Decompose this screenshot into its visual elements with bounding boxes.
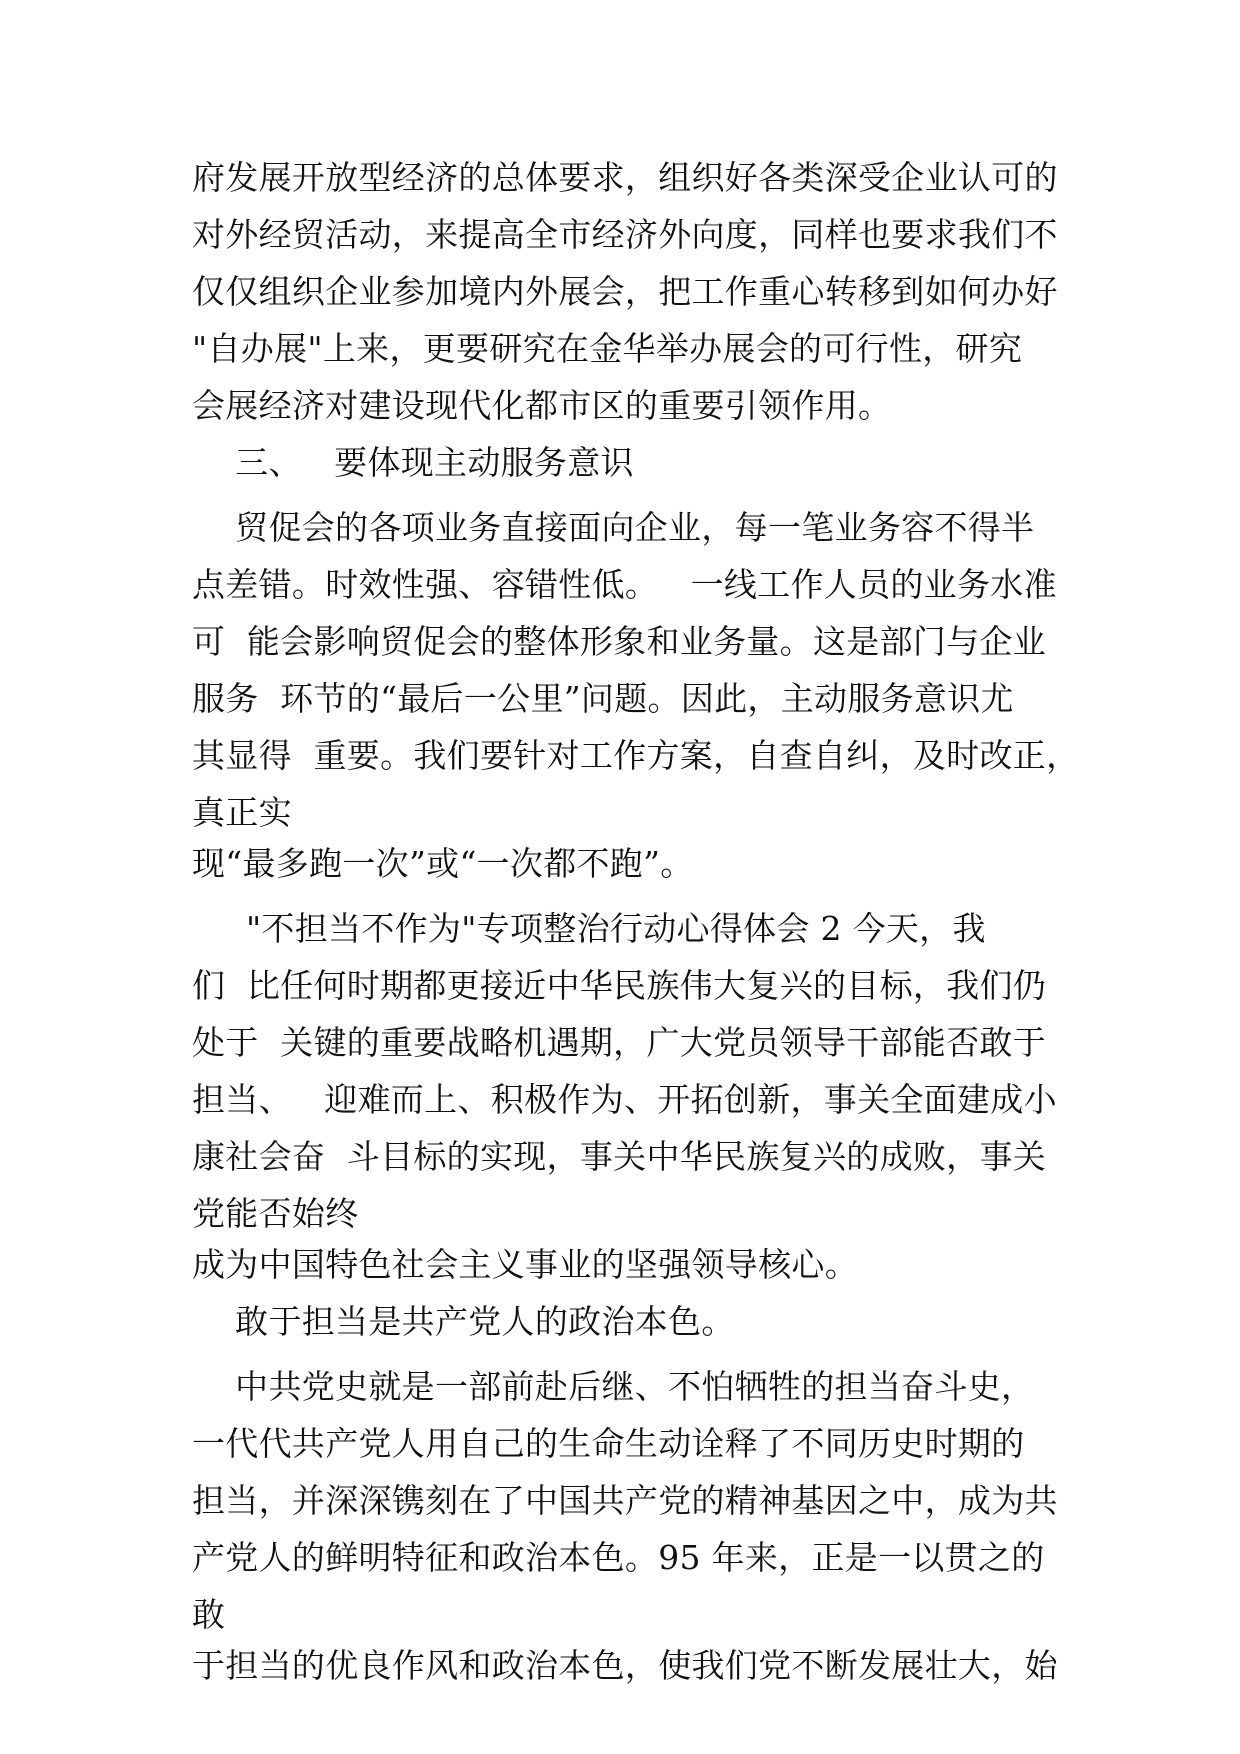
text-line: 处于 关键的重要战略机遇期，广大党员领导干部能否敢于 [192, 1023, 1047, 1062]
text-line: 其显得 重要。我们要针对工作方案，自查自纠，及时改正， [192, 736, 1080, 775]
text-line: 敢 [192, 1595, 226, 1634]
text-line: 于担当的优良作风和政治本色，使我们党不断发展壮大，始 [192, 1646, 1058, 1685]
text-line: 担当、 迎难而上、积极作为、开拓创新，事关全面建成小 [192, 1080, 1057, 1119]
text-line: 仅仅组织企业参加境内外展会，把工作重心转移到如何办好 [192, 272, 1058, 311]
text-line: 一代代共产党人用自己的生命生动诠释了不同历史时期的 [192, 1424, 1025, 1463]
text-line: 产党人的鲜明特征和政治本色。95 年来，正是一以贯之的 [192, 1538, 1045, 1577]
text-line: 真正实 [192, 793, 292, 832]
text-line: 中共党史就是一部前赴后继、不怕牺牲的担当奋斗史， [192, 1367, 1035, 1406]
text-line: 现“最多跑一次”或“一次都不跑”。 [192, 844, 694, 883]
text-line: 对外经贸活动，来提高全市经济外向度，同样也要求我们不 [192, 215, 1058, 254]
text-line: 点差错。时效性强、容错性低。 一线工作人员的业务水准 [192, 565, 1057, 604]
text-line: 敢于担当是共产党人的政治本色。 [192, 1302, 735, 1341]
text-line: 党能否始终 [192, 1194, 359, 1233]
text-line: 康社会奋 斗目标的实现，事关中华民族复兴的成败，事关 [192, 1137, 1047, 1176]
text-line: 担当，并深深镌刻在了中国共产党的精神基因之中，成为共 [192, 1481, 1058, 1520]
document-body [192, 156, 1080, 1701]
text-line: 成为中国特色社会主义事业的坚强领导核心。 [192, 1245, 858, 1284]
text-line: 会展经济对建设现代化都市区的重要引领作用。 [192, 386, 892, 425]
section-heading: 三、 要体现主动服务意识 [192, 443, 634, 482]
text-line: 服务 环节的“最后一公里”问题。因此，主动服务意识尤 [192, 679, 1014, 718]
text-line: "自办展"上来，更要研究在金华举办展会的可行性，研究 [192, 329, 1023, 368]
text-line: 贸促会的各项业务直接面向企业，每一笔业务容不得半 [192, 508, 1035, 547]
text-line: 府发展开放型经济的总体要求，组织好各类深受企业认可的 [192, 158, 1058, 197]
text-line: "不担当不作为"专项整治行动心得体会 2 今天，我 [192, 909, 986, 948]
text-line: 们 比任何时期都更接近中华民族伟大复兴的目标，我们仍 [192, 966, 1047, 1005]
text-line: 可 能会影响贸促会的整体形象和业务量。这是部门与企业 [192, 622, 1047, 661]
